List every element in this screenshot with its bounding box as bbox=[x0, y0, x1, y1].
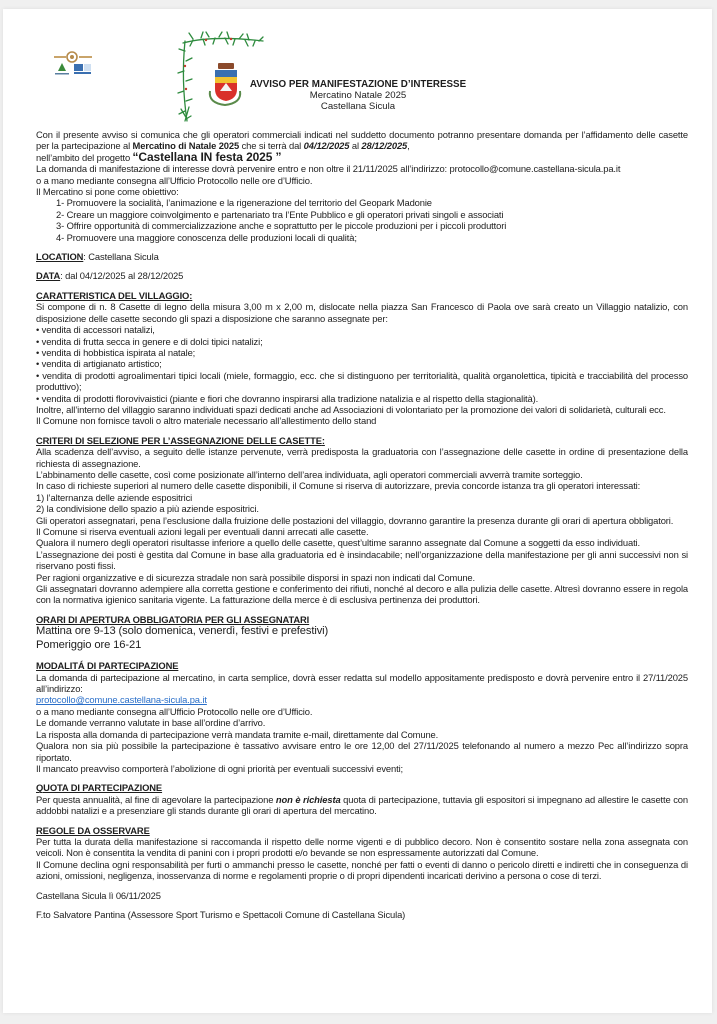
villaggio-item: • vendita di prodotti florovivaistici (piante e fiori che dovranno inspirarsi alla tradizione natalizia e al rispetto della stagionalità). bbox=[36, 392, 539, 404]
criteri-paragraph: Alla scadenza dell’avviso, a seguito delle istanze pervenute, verrà predisposta la graduatoria con l’assegnazione delle casette in ordine di presentazione della richiesta di assegnazione. bbox=[36, 446, 688, 469]
villaggio-item: • vendita di prodotti agroalimentari tipici locali (miele, formaggio, ecc. che si distinguono per territorialità, qualità organolettica, tipicità e tracciabilità del processo produttivo); bbox=[36, 369, 688, 393]
document-title: AVVISO PER MANIFESTAZIONE D’INTERESSE bbox=[249, 79, 467, 90]
deadline-line: La domanda di manifestazione di interesse dovrà pervenire entro e non oltre il 21/11/2025 all’indirizzo: protocollo@comune.castellana-sicula.pa.it bbox=[36, 163, 621, 175]
modalita-paragraph: Il mancato preavviso comporterà l’abolizione di ogni priorità per eventuali successivi eventi; bbox=[36, 762, 404, 774]
date-line: DATA: dal 04/12/2025 al 28/12/2025 bbox=[36, 270, 184, 282]
regole-paragraph: Il Comune declina ogni responsabilità per furti o ammanchi presso le casette, nonché per fatti o eventi di danno o pericolo diretti e indiretti che in conseguenza di azioni, omissioni, negligenza, inosservanza di norme e regolamenti proprie o di propri dipendenti incaricati derivino a persona o cose di terzi. bbox=[36, 858, 688, 882]
project-line: nell’ambito del progetto “Castellana IN festa 2025 ” bbox=[36, 149, 282, 164]
villaggio-item: • vendita di artigianato artistico; bbox=[36, 358, 162, 370]
section-heading-villaggio: CARATTERISTICA DEL VILLAGGIO: bbox=[36, 289, 193, 301]
location-line: LOCATION: Castellana Sicula bbox=[36, 251, 159, 263]
villaggio-intro: Si compone di n. 8 Casette di legno della misura 3,00 m x 2,00 m, dislocate nella piazza San Francesco di Paola ove sarà creato un Villaggio natalizio, con disposizione delle casette secondo gli spazi a disposizione che saranno assegnate per: bbox=[36, 301, 688, 324]
criteri-paragraph: Qualora il numero degli operatori risultasse inferiore a quello delle casette, quest’ultime saranno assegnate dal Comune a soggetti da esso individuati. bbox=[36, 537, 640, 549]
modalita-paragraph: Le domande verranno valutate in base all’ordine d’arrivo. bbox=[36, 717, 266, 729]
orari-afternoon: Pomeriggio ore 16-21 bbox=[36, 638, 142, 651]
quota-paragraph: Per questa annualità, al fine di agevolare la partecipazione non è richiesta quota di partecipazione, tuttavia gli espositori si impegnano ad allestire le casette con addobbi natalizi e a presenziare gli stands durante gli orari di apertura del mercatino. bbox=[36, 793, 688, 817]
document-place: Castellana Sicula bbox=[320, 101, 396, 112]
project-name: “Castellana IN festa 2025 ” bbox=[132, 149, 282, 164]
delivery-line: o a mano mediante consegna all’Ufficio Protocollo nelle ore d’Ufficio. bbox=[36, 174, 313, 186]
regole-paragraph: Per tutta la durata della manifestazione si raccomanda il rispetto delle norme vigenti e di pubblico decoro. Non è consentito sostare nella zona assegnata con veicoli. Non è consentita la vendita di panini con i propri prodotti e/o bevande se non espressamente autorizzati dal Comune. bbox=[36, 835, 688, 859]
modalita-paragraph: La risposta alla domanda di partecipazione verrà mandata tramite e-mail, direttamente dal Comune. bbox=[36, 728, 439, 740]
modalita-email-line bbox=[36, 694, 688, 705]
modalita-paragraph: o a mano mediante consegna all’Ufficio Protocollo nelle ore d’Ufficio. bbox=[36, 705, 313, 717]
criteri-paragraph: Gli operatori assegnatari, pena l’esclusione dalla fruizione delle postazioni del villaggio, dovranno garantire la presenza durante gli orari di apertura obbligatori. bbox=[36, 514, 674, 526]
criteri-paragraph: In caso di richieste superiori al numero delle casette disponibili, il Comune si riserva di autorizzare, previa concorde istanza tra gli operatori interessati: bbox=[36, 480, 641, 492]
geopark-logo-icon bbox=[55, 63, 69, 75]
document-body bbox=[36, 129, 688, 920]
criteri-paragraph: Gli assegnatari dovranno adempiere alla corretta gestione e conferimento dei rifiuti, nonché al decoro e alla pulizia delle casette. Altresì dovranno essere in regola con la normativa igienico sanitaria vigente. La fatturazione della merce è di esclusiva pertinenza dei produttori. bbox=[36, 583, 688, 606]
email-link[interactable]: protocollo@comune.castellana-sicula.pa.it bbox=[36, 694, 207, 706]
villaggio-item: • vendita di accessori natalizi, bbox=[36, 324, 155, 336]
date-label: DATA bbox=[36, 270, 61, 282]
objectives-intro: Il Mercatino si pone come obiettivo: bbox=[36, 186, 179, 198]
modalita-paragraph: La domanda di partecipazione al mercatino, in carta semplice, dovrà esser redatta sul modello appositamente predisposto e dovrà pervenire entro il 27/11/2025 all’indirizzo: bbox=[36, 671, 688, 695]
orari-morning: Mattina ore 9-13 (solo domenica, venerdì, festivi e prefestivi) bbox=[36, 625, 329, 638]
criteri-paragraph: Il Comune si riserva eventuali azioni legali per eventuali danni arrecati alle casette. bbox=[36, 526, 369, 537]
criteri-paragraph: L’assegnazione dei posti è gestita dal Comune in base alla graduatoria ed è insindacabile; nell’organizzazione della manifestazione per gli anni successivi non si riservano posti fissi. bbox=[36, 548, 688, 572]
unesco-logo-icon bbox=[74, 64, 91, 74]
signature: F.to Salvatore Pantina (Assessore Sport Turismo e Spettacoli Comune di Castellana Sicula) bbox=[36, 908, 406, 920]
criteri-paragraph: Per ragioni organizzative e di sicurezza stradale non sarà possibile disporsi in spazi non indicati dal Comune. bbox=[36, 571, 476, 583]
document-page bbox=[3, 9, 712, 1013]
section-heading-regole: REGOLE DA OSSERVARE bbox=[36, 824, 150, 836]
objective-item: 2- Creare un maggiore coinvolgimento e partenariato tra l’Ente Pubblico e gli operatori privati singoli e associati bbox=[56, 208, 504, 220]
section-heading-orari: ORARI DI APERTURA OBBLIGATORIA PER GLI ASSEGNATARI bbox=[36, 613, 310, 625]
criteri-paragraph: 1) l’alternanza delle aziende espositrici bbox=[36, 491, 193, 503]
objective-item: 3- Offrire opportunità di commercializzazione anche e soprattutto per le piccole produzioni per i piccoli produttori bbox=[56, 220, 507, 232]
section-heading-quota: QUOTA DI PARTECIPAZIONE bbox=[36, 782, 163, 794]
madonie-logo-icon bbox=[54, 52, 92, 62]
intro-paragraph: Con il presente avviso si comunica che gli operatori commerciali indicati nel suddetto documento potranno presentare domanda per l’affidamento delle casette per la partecipazione al Mercatino di Natale 2025 che si terrà dal 04/12/2025 al 28/12/2025, bbox=[36, 129, 688, 152]
villaggio-associations: Inoltre, all’interno del villaggio saranno individuati spazi dedicati anche ad Associazioni di volontariato per la promozione dei valori di solidarietà, culturali ecc. bbox=[36, 403, 666, 415]
document-subtitle: Mercatino Natale 2025 bbox=[309, 90, 407, 101]
section-heading-criteri: CRITERI DI SELEZIONE PER L’ASSEGNAZIONE DELLE CASETTE: bbox=[36, 434, 325, 446]
section-heading-modalita: MODALITÁ DI PARTECIPAZIONE bbox=[36, 660, 179, 672]
villaggio-item: • vendita di hobbistica ispirata al natale; bbox=[36, 346, 196, 358]
modalita-paragraph: Qualora non sia più possibile la partecipazione è tassativo avvisare entro le ore 12,00 del 27/11/2025 telefonando al numero a mezzo Pec all’indirizzo sopra riportato. bbox=[36, 740, 688, 763]
villaggio-note: Il Comune non fornisce tavoli o altro materiale necessario all’allestimento dello stand bbox=[36, 415, 377, 427]
partner-logos bbox=[48, 49, 98, 81]
villaggio-item: • vendita di frutta secca in genere e di dolci tipici natalizi; bbox=[36, 335, 263, 347]
place-and-date: Castellana Sicula lì 06/11/2025 bbox=[36, 889, 161, 901]
objective-item: 1- Promuovere la socialità, l’animazione e la rigenerazione del territorio del Geopark Madonie bbox=[56, 197, 432, 209]
criteri-paragraph: L’abbinamento delle casette, così come posizionate all’interno dell’area individuata, agli operatori commerciali avverrà tramite sorteggio. bbox=[36, 468, 583, 480]
coat-of-arms-icon bbox=[206, 61, 244, 107]
location-label: LOCATION bbox=[36, 251, 84, 263]
objective-item: 4- Promuovere una maggiore conoscenza delle produzioni locali di qualità; bbox=[56, 231, 357, 243]
document-header bbox=[243, 79, 473, 112]
criteri-paragraph: 2) la condivisione dello spazio a più aziende espositrici. bbox=[36, 503, 259, 515]
